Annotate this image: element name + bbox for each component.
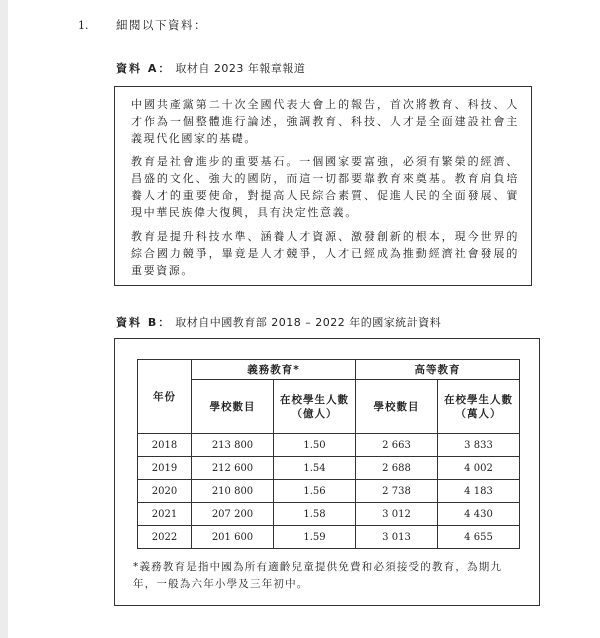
compulsory-schools-cell: 210 800 — [192, 480, 274, 503]
compulsory-students-cell: 1.54 — [274, 457, 356, 480]
higher-students-cell: 4 002 — [438, 457, 520, 480]
compulsory-schools-cell: 201 600 — [192, 526, 274, 549]
compulsory-students-cell: 1.56 — [274, 480, 356, 503]
source-b-label: 資料 B： — [116, 316, 172, 329]
compulsory-students-cell: 1.58 — [274, 503, 356, 526]
source-a-paragraph-1: 中國共產黨第二十次全國代表大會上的報告，首次將教育、科技、人才作為一個整體進行論述，強調教育、科技、人才是全面建設社會主義現代化國家的基礎。 — [131, 98, 519, 145]
source-a-caption: 取材自 2023 年報章報道 — [175, 62, 306, 75]
year-cell: 2018 — [138, 434, 192, 457]
table-row — [138, 503, 520, 526]
source-a-heading — [116, 60, 305, 76]
source-a-paragraph-3: 教育是提升科技水準、涵養人才資源、激發創新的根本，現今世界的綜合國力競爭，畢竟是人才競爭，人才已經成為推動經濟社會發展的重要資源。 — [131, 230, 519, 277]
compulsory-schools-cell: 213 800 — [192, 434, 274, 457]
source-a-box — [114, 86, 532, 286]
compulsory-students-header: 在校學生人數（億人） — [274, 380, 356, 434]
question-instruction: 細閱以下資料： — [116, 18, 207, 32]
compulsory-education-header: 義務教育* — [192, 360, 356, 380]
higher-students-cell: 4 430 — [438, 503, 520, 526]
compulsory-schools-header: 學校數目 — [192, 380, 274, 434]
source-b-heading — [116, 314, 441, 330]
table-row — [138, 526, 520, 549]
higher-students-cell: 4 183 — [438, 480, 520, 503]
year-cell: 2022 — [138, 526, 192, 549]
higher-schools-cell: 3 012 — [356, 503, 438, 526]
year-cell: 2021 — [138, 503, 192, 526]
higher-schools-header: 學校數目 — [356, 380, 438, 434]
source-b-caption: 取材自中國教育部 2018 – 2022 年的國家統計資料 — [175, 316, 442, 329]
year-cell: 2020 — [138, 480, 192, 503]
year-cell: 2019 — [138, 457, 192, 480]
higher-students-cell: 3 833 — [438, 434, 520, 457]
compulsory-schools-cell: 212 600 — [192, 457, 274, 480]
higher-schools-cell: 2 738 — [356, 480, 438, 503]
question-number: 1. — [78, 19, 89, 32]
higher-students-header: 在校學生人數（萬人） — [438, 380, 520, 434]
higher-schools-cell: 2 663 — [356, 434, 438, 457]
source-a-paragraph-2: 教育是社會進步的重要基石。一個國家要富強，必須有繁榮的經濟、昌盛的文化、強大的國防，而這一切都要靠教育來奠基。教育肩負培養人才的重要使命，對提高人民綜合素質、促進人民的全面發展、實現中華民族偉大復興，具有決定性意義。 — [131, 155, 519, 219]
compulsory-students-cell: 1.50 — [274, 434, 356, 457]
page-edge — [0, 0, 8, 638]
footnote: *義務教育是指中國為所有適齡兒童提供免費和必須接受的教育，為期九年，一般為六年小學及三年初中。 — [133, 561, 503, 590]
year-header: 年份 — [138, 360, 192, 434]
table-row — [138, 480, 520, 503]
higher-schools-cell: 2 688 — [356, 457, 438, 480]
compulsory-students-cell: 1.59 — [274, 526, 356, 549]
education-statistics-table — [137, 359, 520, 549]
table-row — [138, 434, 520, 457]
higher-education-header: 高等教育 — [356, 360, 520, 380]
source-b-box — [114, 338, 540, 606]
source-a-label: 資料 A： — [116, 62, 172, 75]
higher-students-cell: 4 655 — [438, 526, 520, 549]
compulsory-schools-cell: 207 200 — [192, 503, 274, 526]
higher-schools-cell: 3 013 — [356, 526, 438, 549]
table-row — [138, 457, 520, 480]
